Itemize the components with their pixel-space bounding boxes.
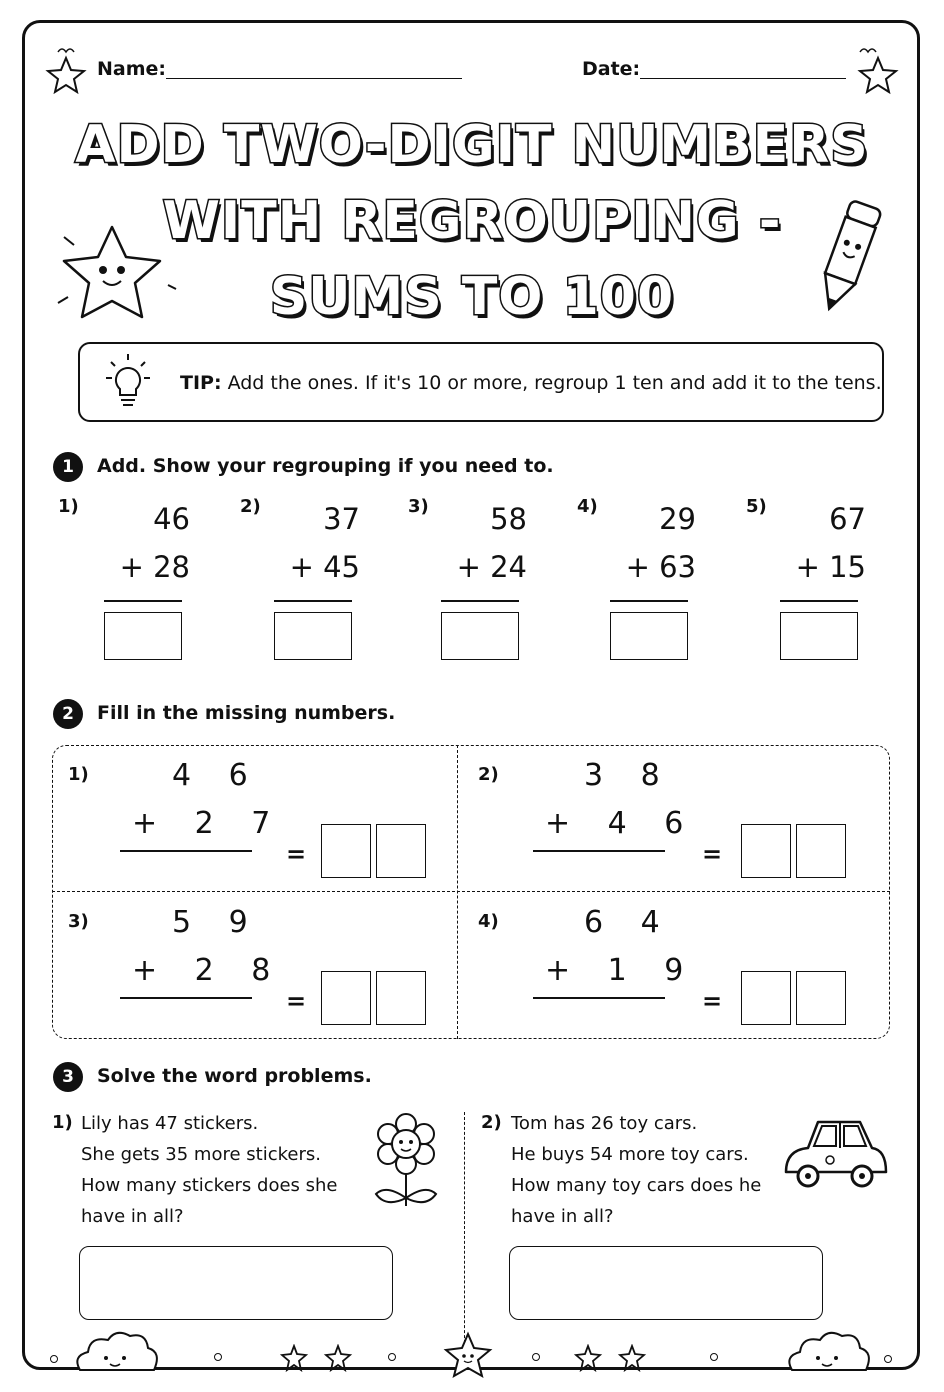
addend-top: 4 6 <box>172 758 262 793</box>
answer-rule <box>533 850 665 852</box>
word-problem-line: She gets 35 more stickers. <box>81 1144 321 1165</box>
addend-top: 3 8 <box>584 758 674 793</box>
word-problem-text <box>81 1108 338 1232</box>
answer-rule <box>274 600 352 602</box>
addend-bottom: + 28 <box>119 550 190 584</box>
ones-digit-box[interactable] <box>796 824 846 878</box>
answer-box[interactable] <box>610 612 688 660</box>
star-doodle-icon <box>852 44 902 100</box>
toy-car-icon <box>778 1114 890 1196</box>
word-problem-line: He buys 54 more toy cars. <box>511 1144 749 1165</box>
addend-top: 29 <box>659 502 696 536</box>
section-1-title: Add. Show your regrouping if you need to. <box>97 455 554 477</box>
problem-number: 5) <box>746 496 767 517</box>
answer-rule <box>104 600 182 602</box>
stars-icon <box>280 1344 360 1372</box>
equals-sign: = <box>702 840 723 868</box>
dot-decoration <box>50 1355 58 1363</box>
grid-divider <box>52 891 890 892</box>
answer-rule <box>441 600 519 602</box>
equals-sign: = <box>286 987 307 1015</box>
problem-number: 1) <box>52 1112 73 1133</box>
tip-box <box>78 342 884 422</box>
word-problem-divider <box>464 1112 465 1348</box>
answer-rule <box>610 600 688 602</box>
addend-top: 6 4 <box>584 905 674 940</box>
tens-digit-box[interactable] <box>321 824 371 878</box>
addend-bottom: + 45 <box>289 550 360 584</box>
tip-text: Add the ones. If it's 10 or more, regroup 1 ten and add it to the tens. <box>227 372 882 394</box>
dot-decoration <box>388 1353 396 1361</box>
problem-number: 1) <box>58 496 79 517</box>
date-label: Date: <box>582 58 641 80</box>
addend-bottom: + 15 <box>795 550 866 584</box>
addend-top: 67 <box>829 502 866 536</box>
word-problem-line: How many stickers does she <box>81 1175 338 1196</box>
addend-bottom: + 2 8 <box>132 953 285 988</box>
word-problem-text <box>511 1108 761 1232</box>
section-1-number: 1 <box>53 452 83 482</box>
pencil-icon <box>808 192 888 322</box>
addend-top: 37 <box>323 502 360 536</box>
answer-box[interactable] <box>780 612 858 660</box>
lightbulb-icon <box>96 352 160 416</box>
tens-digit-box[interactable] <box>321 971 371 1025</box>
star-doodle-icon <box>44 44 94 100</box>
problem-number: 2) <box>240 496 261 517</box>
problem-number: 4) <box>577 496 598 517</box>
section-2-title: Fill in the missing numbers. <box>97 702 396 724</box>
addend-top: 5 9 <box>172 905 262 940</box>
ones-digit-box[interactable] <box>796 971 846 1025</box>
problem-number: 2) <box>478 764 499 785</box>
addend-bottom: + 4 6 <box>545 806 698 841</box>
dot-decoration <box>884 1355 892 1363</box>
word-problem-line: have in all? <box>81 1206 184 1227</box>
answer-rule <box>120 997 252 999</box>
addend-bottom: + 63 <box>625 550 696 584</box>
cloud-icon <box>70 1330 162 1380</box>
word-problem-line: have in all? <box>511 1206 614 1227</box>
problem-number: 2) <box>481 1112 502 1133</box>
word-problem-line: Tom has 26 toy cars. <box>511 1113 698 1134</box>
word-problem-line: How many toy cars does he <box>511 1175 762 1196</box>
tens-digit-box[interactable] <box>741 824 791 878</box>
smiling-star-icon <box>50 215 180 330</box>
answer-box[interactable] <box>79 1246 393 1320</box>
answer-rule <box>120 850 252 852</box>
addend-top: 58 <box>490 502 527 536</box>
smiling-star-icon <box>438 1330 498 1382</box>
dot-decoration <box>214 1353 222 1361</box>
page-title-line1: ADD TWO-DIGIT NUMBERS <box>75 115 869 175</box>
addend-bottom: + 1 9 <box>545 953 698 988</box>
section-3-number: 3 <box>53 1062 83 1092</box>
problem-number: 3) <box>68 911 89 932</box>
answer-box[interactable] <box>274 612 352 660</box>
dot-decoration <box>532 1353 540 1361</box>
answer-box[interactable] <box>509 1246 823 1320</box>
name-label: Name: <box>97 58 167 80</box>
answer-rule <box>533 997 665 999</box>
word-problem-line: Lily has 47 stickers. <box>81 1113 259 1134</box>
problem-number: 4) <box>478 911 499 932</box>
answer-rule <box>780 600 858 602</box>
cloud-icon <box>782 1330 874 1380</box>
section-2-number: 2 <box>53 699 83 729</box>
answer-box[interactable] <box>104 612 182 660</box>
tip-label: TIP: <box>180 372 222 394</box>
name-field[interactable] <box>166 78 462 79</box>
ones-digit-box[interactable] <box>376 824 426 878</box>
flower-icon <box>368 1110 444 1210</box>
problem-number: 3) <box>408 496 429 517</box>
problem-number: 1) <box>68 764 89 785</box>
ones-digit-box[interactable] <box>376 971 426 1025</box>
page-title-line3: SUMS TO 100 <box>269 267 675 327</box>
section-3-title: Solve the word problems. <box>97 1065 372 1087</box>
dot-decoration <box>710 1353 718 1361</box>
answer-box[interactable] <box>441 612 519 660</box>
addend-bottom: + 24 <box>456 550 527 584</box>
tens-digit-box[interactable] <box>741 971 791 1025</box>
addend-bottom: + 2 7 <box>132 806 285 841</box>
stars-icon <box>574 1344 654 1372</box>
date-field[interactable] <box>640 78 846 79</box>
equals-sign: = <box>286 840 307 868</box>
equals-sign: = <box>702 987 723 1015</box>
page-title-line2: WITH REGROUPING - <box>162 191 782 251</box>
grid-divider <box>457 745 458 1039</box>
addend-top: 46 <box>153 502 190 536</box>
